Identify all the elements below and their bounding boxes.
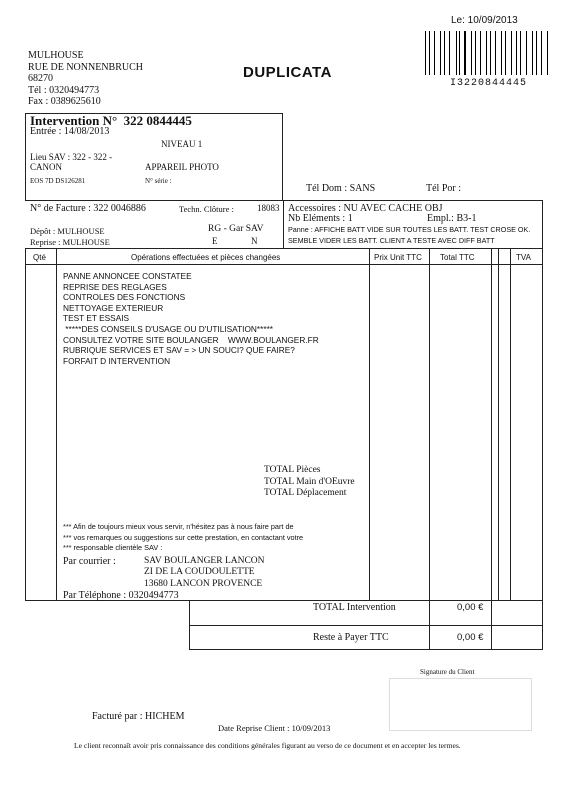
- panne-line-2: SEMBLE VIDER LES BATT. CLIENT A TESTE AVEC DIFF BATT: [288, 236, 495, 245]
- col-sep-total: [491, 248, 492, 601]
- operation-line: FORFAIT D INTERVENTION: [63, 355, 171, 366]
- operations-list: [63, 271, 319, 366]
- total-intervention-label: TOTAL Intervention: [313, 602, 396, 613]
- col-sep-prix: [429, 248, 430, 601]
- barcode-bar: [425, 31, 426, 75]
- store-fax: Fax : 0389625610: [28, 96, 101, 108]
- notice: [63, 522, 303, 554]
- entry-date: Entrée : 14/08/2013: [30, 126, 110, 137]
- barcode-text: I3220844445: [450, 78, 528, 89]
- courrier-line: 13680 LANCON PROVENCE: [144, 578, 263, 589]
- empl: Empl.: B3-1: [427, 213, 477, 224]
- store-zip: 68270: [28, 73, 53, 85]
- invoice-right-line: [542, 200, 543, 249]
- barcode-bar: [494, 31, 495, 75]
- barcode-bar: [543, 31, 544, 75]
- intervention-label: Intervention N°: [30, 113, 118, 128]
- nb-elements: Nb Eléments : 1: [288, 213, 353, 224]
- barcode-bar: [444, 31, 445, 75]
- phone-contact: Par Téléphone : 0320494773: [63, 590, 179, 601]
- device-brand: CANON: [30, 162, 63, 172]
- signature-box: [389, 678, 532, 731]
- operation-line: CONSULTEZ VOTRE SITE BOULANGER WWW.BOULANGER.FR: [63, 334, 319, 345]
- reste-label: Reste à Payer TTC: [313, 632, 389, 643]
- reste-value: 0,00 €: [457, 632, 484, 643]
- operation-line: REPRISE DES REGLAGES: [63, 281, 167, 292]
- barcode-bar: [528, 31, 529, 75]
- total-main-oeuvre: TOTAL Main d'OEuvre: [264, 476, 355, 487]
- operation-line: CONTROLES DES FONCTIONS: [63, 292, 186, 303]
- flag-n: N: [251, 236, 258, 246]
- document-title: DUPLICATA: [243, 64, 332, 81]
- flag-e: E: [212, 236, 218, 246]
- notice-line: *** vos remarques ou suggestions sur cette prestation, en contactant votre: [63, 532, 304, 542]
- barcode-bar: [509, 31, 510, 75]
- barcode-bar: [505, 31, 506, 75]
- header-tva: TVA: [516, 253, 531, 262]
- facture-par: Facturé par : HICHEM: [92, 711, 185, 722]
- techn-number: 18083: [257, 203, 280, 213]
- barcode: [425, 31, 551, 75]
- barcode-bar: [464, 31, 465, 75]
- notice-line: *** Afin de toujours mieux vous servir, n'hésitez pas à nous faire part de: [63, 522, 294, 531]
- tel-port: Tél Por :: [426, 183, 461, 194]
- store-street: RUE DE NONNENBRUCH: [28, 61, 143, 73]
- operation-line: NETTOYAGE EXTERIEUR: [63, 302, 164, 313]
- notice-line: *** responsable clientèle SAV :: [63, 543, 163, 553]
- operation-line: PANNE ANNONCEE CONSTATEE: [63, 271, 192, 281]
- panne-line-1: Panne : AFFICHE BATT VIDE SUR TOUTES LES BATT. TEST CROSE OK.: [288, 225, 531, 234]
- barcode-bar: [501, 31, 502, 75]
- total-deplacement: TOTAL Déplacement: [264, 488, 347, 499]
- tel-dom: Tél Dom : SANS: [306, 183, 376, 194]
- courrier-label: Par courrier :: [63, 556, 116, 567]
- barcode-bar: [533, 31, 534, 75]
- invoice-top-line: [25, 200, 543, 201]
- facture-number: N° de Facture : 322 0046886: [30, 203, 146, 214]
- barcode-bar: [432, 31, 433, 75]
- barcode-bar: [548, 31, 549, 75]
- barcode-bar: [482, 31, 483, 75]
- barcode-bar: [448, 31, 449, 75]
- header-qte: Qté: [33, 253, 46, 262]
- header-prix-unit: Prix Unit TTC: [374, 253, 422, 262]
- courrier-line: ZI DE LA COUDOULETTE: [144, 567, 255, 578]
- depot: Dépôt : MULHOUSE: [30, 226, 105, 236]
- rg-gar: RG - Gar SAV: [208, 224, 264, 234]
- col-sep-tva: [510, 248, 511, 601]
- barcode-bar: [475, 31, 476, 75]
- lieu-sav: Lieu SAV : 322 - 322 -: [30, 152, 113, 162]
- barcode-bar: [520, 31, 521, 75]
- courrier-address: [144, 556, 265, 590]
- barcode-bar: [486, 31, 487, 75]
- operation-line: *****DES CONSEILS D'USAGE OU D'UTILISATION*****: [63, 323, 274, 334]
- legal-notice: Le client reconnaît avoir pris connaissance des conditions générales figurant au verso de ce document et en accepter les termes.: [74, 741, 461, 750]
- invoice-divider: [283, 200, 284, 249]
- barcode-bar: [536, 31, 537, 75]
- device-type: APPAREIL PHOTO: [145, 162, 219, 172]
- serial-label: N° série :: [145, 177, 172, 185]
- barcode-bar: [459, 31, 460, 75]
- operation-line: RUBRIQUE SERVICES ET SAV = > UN SOUCI? QUE FAIRE?: [63, 345, 295, 356]
- col-sep-qte: [56, 248, 57, 601]
- reprise: Reprise : MULHOUSE: [30, 237, 110, 247]
- header-underline: [25, 264, 543, 265]
- level: NIVEAU 1: [161, 139, 203, 149]
- total-pieces: TOTAL Pièces: [264, 465, 321, 475]
- barcode-bar: [452, 31, 453, 75]
- header-total-ttc: Total TTC: [440, 253, 475, 262]
- intervention-number: 322 0844445: [123, 113, 192, 128]
- courrier-line: SAV BOULANGER LANCON: [144, 556, 265, 566]
- print-date: Le: 10/09/2013: [451, 15, 518, 26]
- accessoires: Accessoires : NU AVEC CACHE OBJ: [288, 203, 443, 214]
- col-sep-ops: [369, 248, 370, 601]
- header-operations: Opérations effectuées et pièces changées: [131, 253, 281, 262]
- barcode-bar: [516, 31, 517, 75]
- operation-line: TEST ET ESSAIS: [63, 313, 130, 324]
- summary-value-sep: [429, 600, 430, 650]
- store-address: [28, 50, 143, 108]
- date-reprise: Date Reprise Client : 10/09/2013: [218, 723, 331, 733]
- barcode-bar: [468, 31, 469, 75]
- barcode-bar: [434, 31, 435, 75]
- store-name: MULHOUSE: [28, 50, 84, 61]
- total-intervention-value: 0,00 €: [457, 602, 484, 613]
- summary-mid-line: [189, 625, 543, 626]
- device-model: EOS 7D DS126281: [30, 177, 86, 185]
- summary-value-sep-2: [491, 600, 492, 650]
- store-tel: Tél : 0320494773: [28, 84, 100, 96]
- col-sep-total-2: [498, 248, 499, 601]
- signature-label: Signature du Client: [420, 668, 475, 676]
- techn-label: Techn. Clôture :: [179, 204, 234, 214]
- totals-list: [264, 465, 355, 500]
